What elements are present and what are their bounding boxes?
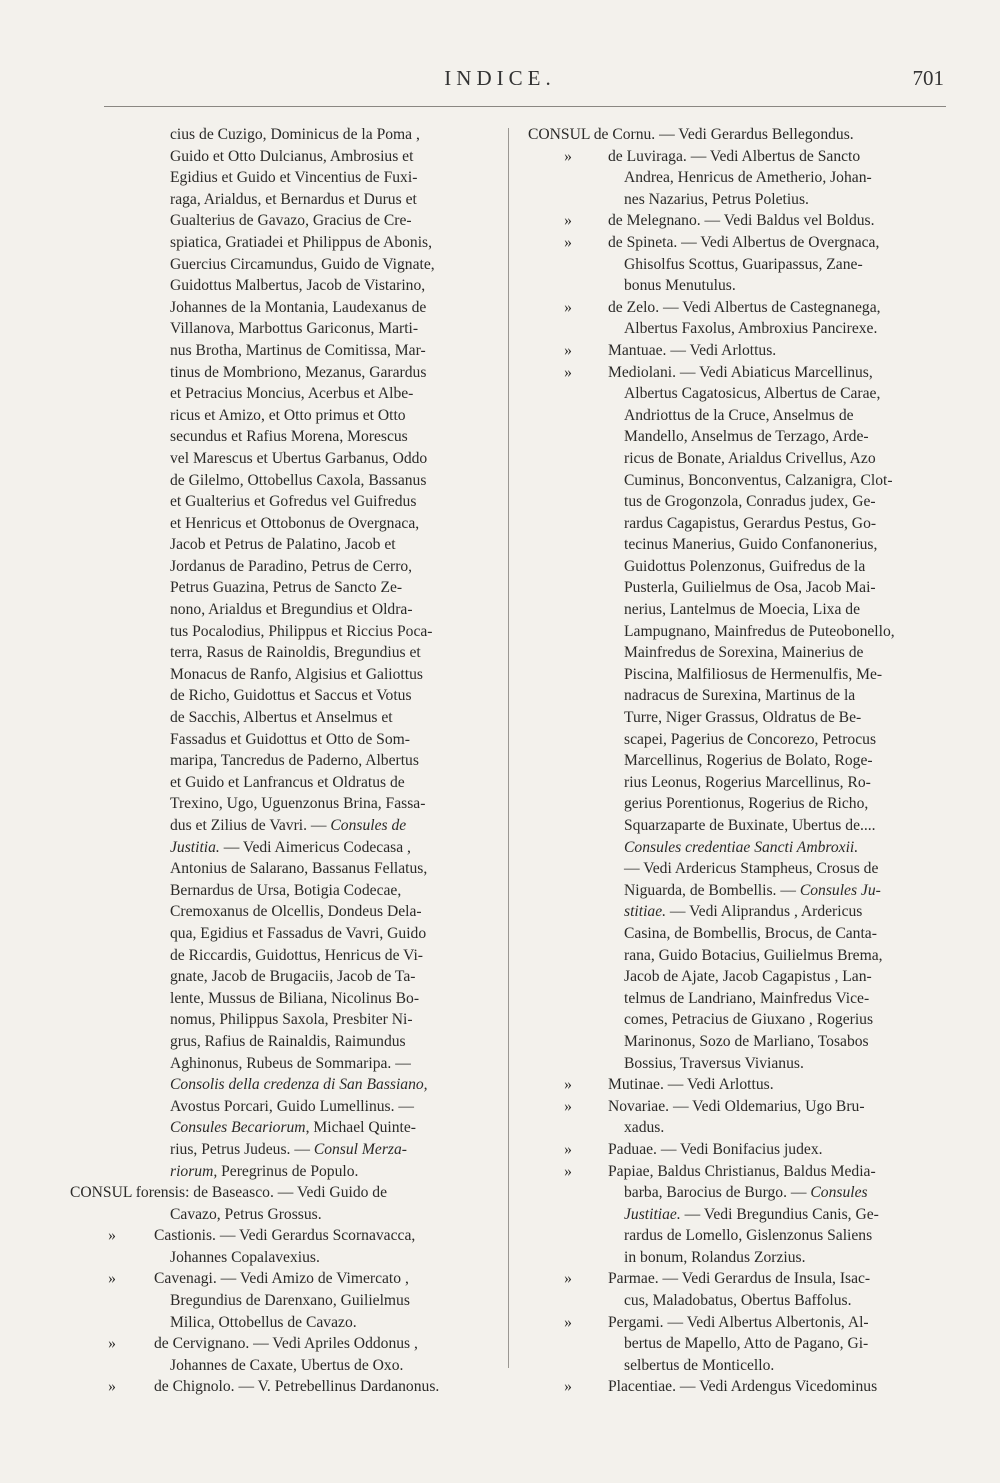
text-line: [70, 858, 486, 880]
text-line: [70, 232, 486, 254]
text-line: [528, 1053, 946, 1075]
text-line: [528, 901, 946, 923]
text-line: [528, 383, 946, 405]
line-text: cius de Cuzigo, Dominicus de la Poma ,: [170, 126, 420, 143]
text-line: [70, 1031, 486, 1053]
line-text: scapei, Pagerius de Concorezo, Petrocus: [624, 730, 877, 748]
text-line: [528, 642, 946, 664]
line-text: Mainfredus de Sorexina, Mainerius de: [624, 644, 864, 662]
text-line: [528, 275, 946, 297]
line-text: Paduae. — Vedi Bonifacius judex.: [608, 1140, 823, 1158]
line-text: et Gualterius et Gofredus vel Guifredus: [170, 493, 417, 511]
text-line: [70, 966, 486, 988]
line-text: Marinonus, Sozo de Marliano, Tosabos: [624, 1032, 869, 1050]
line-text: Placentiae. — Vedi Ardengus Vicedominus: [608, 1378, 878, 1396]
line-text: de Richo, Guidottus et Saccus et Votus: [170, 687, 412, 705]
line-text: Johannes de la Montania, Laudexanus de: [170, 298, 427, 316]
text-line: [70, 642, 486, 664]
line-text: tus Pocalodius, Philippus et Riccius Poca-: [170, 622, 433, 640]
line-text: terra, Rasus de Rainoldis, Bregundius et: [170, 644, 421, 662]
text-line: [70, 577, 486, 599]
text-line: [528, 1247, 946, 1269]
text-line: [70, 1096, 486, 1118]
text-line: [70, 1355, 486, 1377]
italic-heading: Consules credentiae Sancti Ambroxii.: [624, 838, 859, 856]
text-line: [528, 966, 946, 988]
column-divider: [508, 128, 509, 1368]
line-text: rana, Guido Botacius, Guilielmus Brema,: [624, 946, 883, 964]
text-line: [528, 534, 946, 556]
line-text: Albertus Faxolus, Ambroxius Pancirexe.: [624, 320, 878, 338]
text-line: [528, 685, 946, 707]
line-text: maripa, Tancredus de Paderno, Albertus: [170, 752, 419, 770]
line-text: Antonius de Salarano, Bassanus Fellatus,: [170, 860, 428, 878]
text-line: [528, 491, 946, 513]
text-line: [70, 1182, 486, 1204]
line-text: Cremoxanus de Olcellis, Dondeus Dela-: [170, 903, 422, 921]
text-line: [70, 664, 486, 686]
ditto-mark: »: [108, 1335, 116, 1353]
line-text: raga, Arialdus, et Bernardus et Durus et: [170, 190, 417, 208]
line-text: Bossius, Traversus Vivianus.: [624, 1054, 804, 1072]
ditto-mark: »: [564, 363, 572, 381]
line-text: — Vedi Ardericus Stampheus, Crosus de: [624, 860, 879, 878]
line-text: Johannes de Caxate, Ubertus de Oxo.: [170, 1356, 404, 1374]
ditto-mark: »: [564, 1378, 572, 1396]
line-text: , Michael Quinte-: [305, 1119, 416, 1137]
text-line: [528, 880, 946, 902]
text-line: [528, 1333, 946, 1355]
text-line: [528, 340, 946, 362]
text-line: [528, 1182, 946, 1204]
line-text: Cuminus, Bonconventus, Calzanigra, Clot-: [624, 471, 893, 489]
text-line: [70, 513, 486, 535]
line-text: Monacus de Ranfo, Algisius et Galiottus: [170, 665, 423, 683]
line-text: barba, Barocius de Burgo. —: [624, 1184, 811, 1202]
text-line: [70, 793, 486, 815]
line-text: et Guido et Lanfrancus et Oldratus de: [170, 773, 405, 791]
line-text: nadracus de Surexina, Martinus de la: [624, 687, 856, 705]
line-text: Fassadus et Guidottus et Otto de Som-: [170, 730, 410, 748]
line-text: Pusterla, Guilielmus de Osa, Jacob Mai-: [624, 579, 876, 597]
text-line: [70, 405, 486, 427]
italic-heading: Consolis della credenza di San Bassiano,: [170, 1076, 428, 1094]
right-column: [528, 124, 946, 1398]
ditto-mark: »: [564, 233, 572, 251]
text-line: [528, 470, 946, 492]
line-text: Albertus Cagatosicus, Albertus de Carae,: [624, 385, 881, 403]
line-text: Bregundius de Darenxano, Guilielmus: [170, 1292, 410, 1310]
italic-heading: Consules Ju-: [799, 881, 881, 899]
ditto-mark: »: [564, 212, 572, 230]
line-text: — Vedi Aliprandus , Ardericus: [666, 903, 863, 921]
line-text: Egidius et Guido et Vincentius de Fuxi-: [170, 169, 418, 187]
text-line: [528, 232, 946, 254]
text-line: [70, 1290, 486, 1312]
line-text: rardus de Lomello, Gislenzonus Saliens: [624, 1227, 873, 1245]
text-line: [528, 750, 946, 772]
text-line: [70, 534, 486, 556]
line-text: de Gilelmo, Ottobellus Caxola, Bassanus: [170, 471, 427, 489]
text-line: [528, 1355, 946, 1377]
text-line: [70, 275, 486, 297]
line-text: Pergami. — Vedi Albertus Albertonis, Al-: [608, 1313, 869, 1331]
text-line: [70, 470, 486, 492]
text-line: [70, 491, 486, 513]
line-text: Papiae, Baldus Christianus, Baldus Media-: [608, 1162, 876, 1180]
line-text: cus, Maladobatus, Obertus Baffolus.: [624, 1292, 852, 1310]
text-line: [528, 405, 946, 427]
line-text: Peregrinus de Populo.: [217, 1162, 359, 1180]
line-text: — Vedi Aimericus Codecasa ,: [219, 838, 411, 856]
line-text: selbertus de Monticello.: [624, 1356, 775, 1374]
line-text: Trexino, Ugo, Uguenzonus Brina, Fassa-: [170, 795, 426, 813]
text-line: [70, 901, 486, 923]
ditto-mark: »: [564, 1140, 572, 1158]
ditto-mark: »: [564, 1313, 572, 1331]
text-line: [528, 167, 946, 189]
line-text: in bonum, Rolandus Zorzius.: [624, 1248, 806, 1266]
ditto-mark: »: [564, 1270, 572, 1288]
text-line: [70, 599, 486, 621]
text-line: [70, 1204, 486, 1226]
text-line: [70, 685, 486, 707]
line-text: nus Brotha, Martinus de Comitissa, Mar-: [170, 341, 426, 359]
text-line: [528, 945, 946, 967]
line-text: Villanova, Marbottus Gariconus, Marti-: [170, 320, 419, 338]
ditto-mark: »: [564, 147, 572, 165]
italic-heading: Consules: [810, 1184, 868, 1202]
ditto-mark: »: [108, 1270, 116, 1288]
text-line: [70, 1312, 486, 1334]
text-line: [528, 837, 946, 859]
text-line: [528, 815, 946, 837]
text-line: [70, 880, 486, 902]
text-line: [70, 383, 486, 405]
text-line: [70, 167, 486, 189]
ditto-mark: »: [564, 298, 572, 316]
italic-heading: Justitia.: [170, 838, 220, 856]
line-text: — Vedi Bregundius Canis, Ge-: [680, 1205, 879, 1223]
text-line: [528, 146, 946, 168]
text-line: [528, 1031, 946, 1053]
line-text: rardus Cagapistus, Gerardus Pestus, Go-: [624, 514, 877, 532]
line-text: spiatica, Gratiadei et Philippus de Abonis,: [170, 233, 433, 251]
text-line: [528, 1009, 946, 1031]
line-text: ricus de Bonate, Arialdus Crivellus, Azo: [624, 449, 876, 467]
text-line: [528, 577, 946, 599]
line-text: Piscina, Malfiliosus de Hermenulfis, Me-: [624, 665, 883, 683]
text-line: [70, 426, 486, 448]
line-text: Mediolani. — Vedi Abiaticus Marcellinus,: [608, 363, 873, 381]
line-text: nomus, Philippus Saxola, Presbiter Ni-: [170, 1011, 413, 1029]
line-text: tus de Grogonzola, Conradus judex, Ge-: [624, 493, 876, 511]
line-text: Guido et Otto Dulcianus, Ambrosius et: [170, 147, 414, 165]
text-line: [70, 1247, 486, 1269]
text-line: [70, 1117, 486, 1139]
text-line: [70, 707, 486, 729]
line-text: Aghinonus, Rubeus de Sommaripa. —: [170, 1054, 411, 1072]
ditto-mark: »: [564, 341, 572, 359]
text-line: [528, 124, 946, 146]
text-line: [70, 1376, 486, 1398]
line-text: Ghisolfus Scottus, Guaripassus, Zane-: [624, 255, 863, 273]
line-text: Jordanus de Paradino, Petrus de Cerro,: [170, 557, 413, 575]
text-line: [70, 815, 486, 837]
text-line: [70, 1009, 486, 1031]
text-line: [528, 858, 946, 880]
line-text: Cavazo, Petrus Grossus.: [170, 1205, 322, 1223]
line-text: Parmae. — Vedi Gerardus de Insula, Isac-: [608, 1270, 871, 1288]
text-line: [70, 988, 486, 1010]
line-text: lente, Mussus de Biliana, Nicolinus Bo-: [170, 989, 420, 1007]
line-text: Mantuae. — Vedi Arlottus.: [608, 341, 777, 359]
text-line: [70, 1268, 486, 1290]
line-text: Guercius Circamundus, Guido de Vignate,: [170, 255, 435, 273]
text-line: [528, 254, 946, 276]
text-line: [528, 772, 946, 794]
text-line: [70, 146, 486, 168]
line-text: gnate, Jacob de Brugaciis, Jacob de Ta-: [170, 968, 416, 986]
line-text: Cavenagi. — Vedi Amizo de Vimercato ,: [154, 1270, 409, 1288]
text-line: [70, 1333, 486, 1355]
text-line: [528, 1290, 946, 1312]
text-line: [528, 297, 946, 319]
text-line: [70, 837, 486, 859]
line-text: de Luviraga. — Vedi Albertus de Sancto: [608, 147, 861, 165]
line-text: Mandello, Anselmus de Terzago, Arde-: [624, 428, 869, 446]
line-text: Guidottus Polenzonus, Guifredus de la: [624, 557, 866, 575]
line-text: nono, Arialdus et Bregundius et Oldra-: [170, 601, 413, 619]
left-column: [70, 124, 486, 1398]
line-text: nerius, Lantelmus de Moecia, Lixa de: [624, 601, 860, 619]
line-text: grus, Rafius de Rainaldis, Raimundus: [170, 1032, 406, 1050]
line-text: nes Nazarius, Petrus Poletius.: [624, 190, 809, 208]
line-text: Petrus Guazina, Petrus de Sancto Ze-: [170, 579, 403, 597]
text-line: [70, 1225, 486, 1247]
line-text: tecinus Manerius, Guido Confanonerius,: [624, 536, 878, 554]
line-text: Casina, de Bombellis, Brocus, de Canta-: [624, 924, 877, 942]
italic-heading: stitiae.: [624, 903, 667, 921]
text-line: [528, 1376, 946, 1398]
line-text: Squarzaparte de Buxinate, Ubertus de....: [624, 817, 876, 834]
line-text: Turre, Niger Grassus, Oldratus de Be-: [624, 709, 862, 727]
text-line: [528, 1312, 946, 1334]
line-text: rius Leonus, Rogerius Marcellinus, Ro-: [624, 773, 871, 791]
text-line: [70, 1139, 486, 1161]
italic-heading: Consul Merza-: [313, 1140, 407, 1158]
text-line: [70, 318, 486, 340]
text-line: [528, 556, 946, 578]
line-text: ricus et Amizo, et Otto primus et Otto: [170, 406, 406, 424]
line-text: Milica, Ottobellus de Cavazo.: [170, 1313, 357, 1331]
line-text: de Melegnano. — Vedi Baldus vel Boldus.: [608, 212, 875, 230]
line-text: rius, Petrus Judeus. —: [170, 1140, 314, 1158]
line-text: de Cervignano. — Vedi Apriles Oddonus ,: [154, 1335, 418, 1353]
text-line: [528, 988, 946, 1010]
ditto-mark: »: [564, 1162, 572, 1180]
line-text: Gualterius de Gavazo, Gracius de Cre-: [170, 212, 412, 230]
text-line: [528, 793, 946, 815]
line-text: de Riccardis, Guidottus, Henricus de Vi-: [170, 946, 423, 964]
text-line: [528, 923, 946, 945]
line-text: dus et Zilius de Vavri. —: [170, 817, 331, 834]
line-text: CONSUL forensis: de Baseasco. — Vedi Guido de: [70, 1184, 388, 1202]
line-text: gerius Porentionus, Rogerius de Richo,: [624, 795, 869, 813]
line-text: et Petracius Moncius, Acerbus et Albe-: [170, 385, 414, 403]
line-text: Mutinae. — Vedi Arlottus.: [608, 1076, 774, 1094]
text-line: [70, 448, 486, 470]
text-line: [70, 254, 486, 276]
ditto-mark: »: [564, 1076, 572, 1094]
line-text: de Spineta. — Vedi Albertus de Overgnaca,: [608, 233, 880, 251]
line-text: xadus.: [624, 1119, 665, 1137]
line-text: Castionis. — Vedi Gerardus Scornavacca,: [154, 1227, 416, 1245]
line-text: de Zelo. — Vedi Albertus de Castegnanega,: [608, 298, 881, 316]
line-text: qua, Egidius et Fassadus de Vavri, Guido: [170, 924, 427, 942]
text-line: [70, 340, 486, 362]
ditto-mark: »: [108, 1378, 116, 1396]
line-text: Jacob de Ajate, Jacob Cagapistus , Lan-: [624, 968, 872, 986]
text-line: [528, 664, 946, 686]
text-line: [528, 1139, 946, 1161]
line-text: de Chignolo. — V. Petrebellinus Dardanonus.: [154, 1378, 440, 1396]
ditto-mark: »: [564, 1097, 572, 1115]
header-rule: [104, 106, 946, 107]
text-line: [70, 729, 486, 751]
line-text: Andrea, Henricus de Ametherio, Johan-: [624, 169, 872, 187]
text-line: [528, 1225, 946, 1247]
line-text: de Sacchis, Albertus et Anselmus et: [170, 709, 393, 727]
italic-heading: riorum,: [170, 1162, 218, 1180]
text-line: [528, 1161, 946, 1183]
text-line: [528, 189, 946, 211]
text-line: [528, 513, 946, 535]
ditto-mark: »: [108, 1227, 116, 1245]
text-line: [528, 448, 946, 470]
italic-heading: Consules de: [330, 817, 407, 834]
text-line: [528, 1117, 946, 1139]
text-line: [528, 599, 946, 621]
running-header-title: INDICE.: [444, 66, 556, 90]
text-line: [70, 1161, 486, 1183]
text-line: [70, 297, 486, 319]
text-line: [528, 621, 946, 643]
line-text: comes, Petracius de Giuxano , Rogerius: [624, 1011, 874, 1029]
line-text: Jacob et Petrus de Palatino, Jacob et: [170, 536, 396, 554]
text-line: [70, 945, 486, 967]
text-line: [70, 621, 486, 643]
italic-heading: Justitiae.: [624, 1205, 681, 1223]
text-line: [70, 556, 486, 578]
line-text: Johannes Copalavexius.: [170, 1248, 320, 1266]
text-line: [70, 772, 486, 794]
page-number: 701: [912, 66, 944, 90]
text-line: [70, 189, 486, 211]
text-line: [70, 1074, 486, 1096]
text-line: [70, 124, 486, 146]
line-text: secundus et Rafius Morena, Morescus: [170, 428, 408, 446]
text-line: [528, 1268, 946, 1290]
line-text: Niguarda, de Bombellis. —: [624, 881, 800, 899]
text-line: [70, 1053, 486, 1075]
line-text: Novariae. — Vedi Oldemarius, Ugo Bru-: [608, 1097, 865, 1115]
line-text: Marcellinus, Rogerius de Bolato, Roge-: [624, 752, 873, 770]
line-text: bonus Menutulus.: [624, 277, 736, 295]
line-text: Andriottus de la Cruce, Anselmus de: [624, 406, 854, 424]
line-text: bertus de Mapello, Atto de Pagano, Gi-: [624, 1335, 869, 1353]
text-line: [70, 362, 486, 384]
text-line: [70, 923, 486, 945]
line-text: Guidottus Malbertus, Jacob de Vistarino,: [170, 277, 426, 295]
text-line: [70, 210, 486, 232]
text-line: [528, 1096, 946, 1118]
line-text: Avostus Porcari, Guido Lumellinus. —: [170, 1097, 414, 1115]
text-line: [528, 707, 946, 729]
line-text: et Henricus et Ottobonus de Overgnaca,: [170, 514, 420, 532]
text-line: [528, 362, 946, 384]
text-line: [528, 1204, 946, 1226]
text-line: [528, 210, 946, 232]
italic-heading: Consules Becariorum: [170, 1119, 306, 1137]
text-line: [528, 729, 946, 751]
text-line: [528, 426, 946, 448]
text-line: [528, 1074, 946, 1096]
line-text: CONSUL de Cornu. — Vedi Gerardus Bellegondus.: [528, 126, 854, 143]
line-text: telmus de Landriano, Mainfredus Vice-: [624, 989, 870, 1007]
text-line: [70, 750, 486, 772]
line-text: tinus de Mombriono, Mezanus, Garardus: [170, 363, 427, 381]
line-text: vel Marescus et Ubertus Garbanus, Oddo: [170, 449, 428, 467]
line-text: Bernardus de Ursa, Botigia Codecae,: [170, 881, 402, 899]
line-text: Lampugnano, Mainfredus de Puteobonello,: [624, 622, 895, 640]
text-line: [528, 318, 946, 340]
